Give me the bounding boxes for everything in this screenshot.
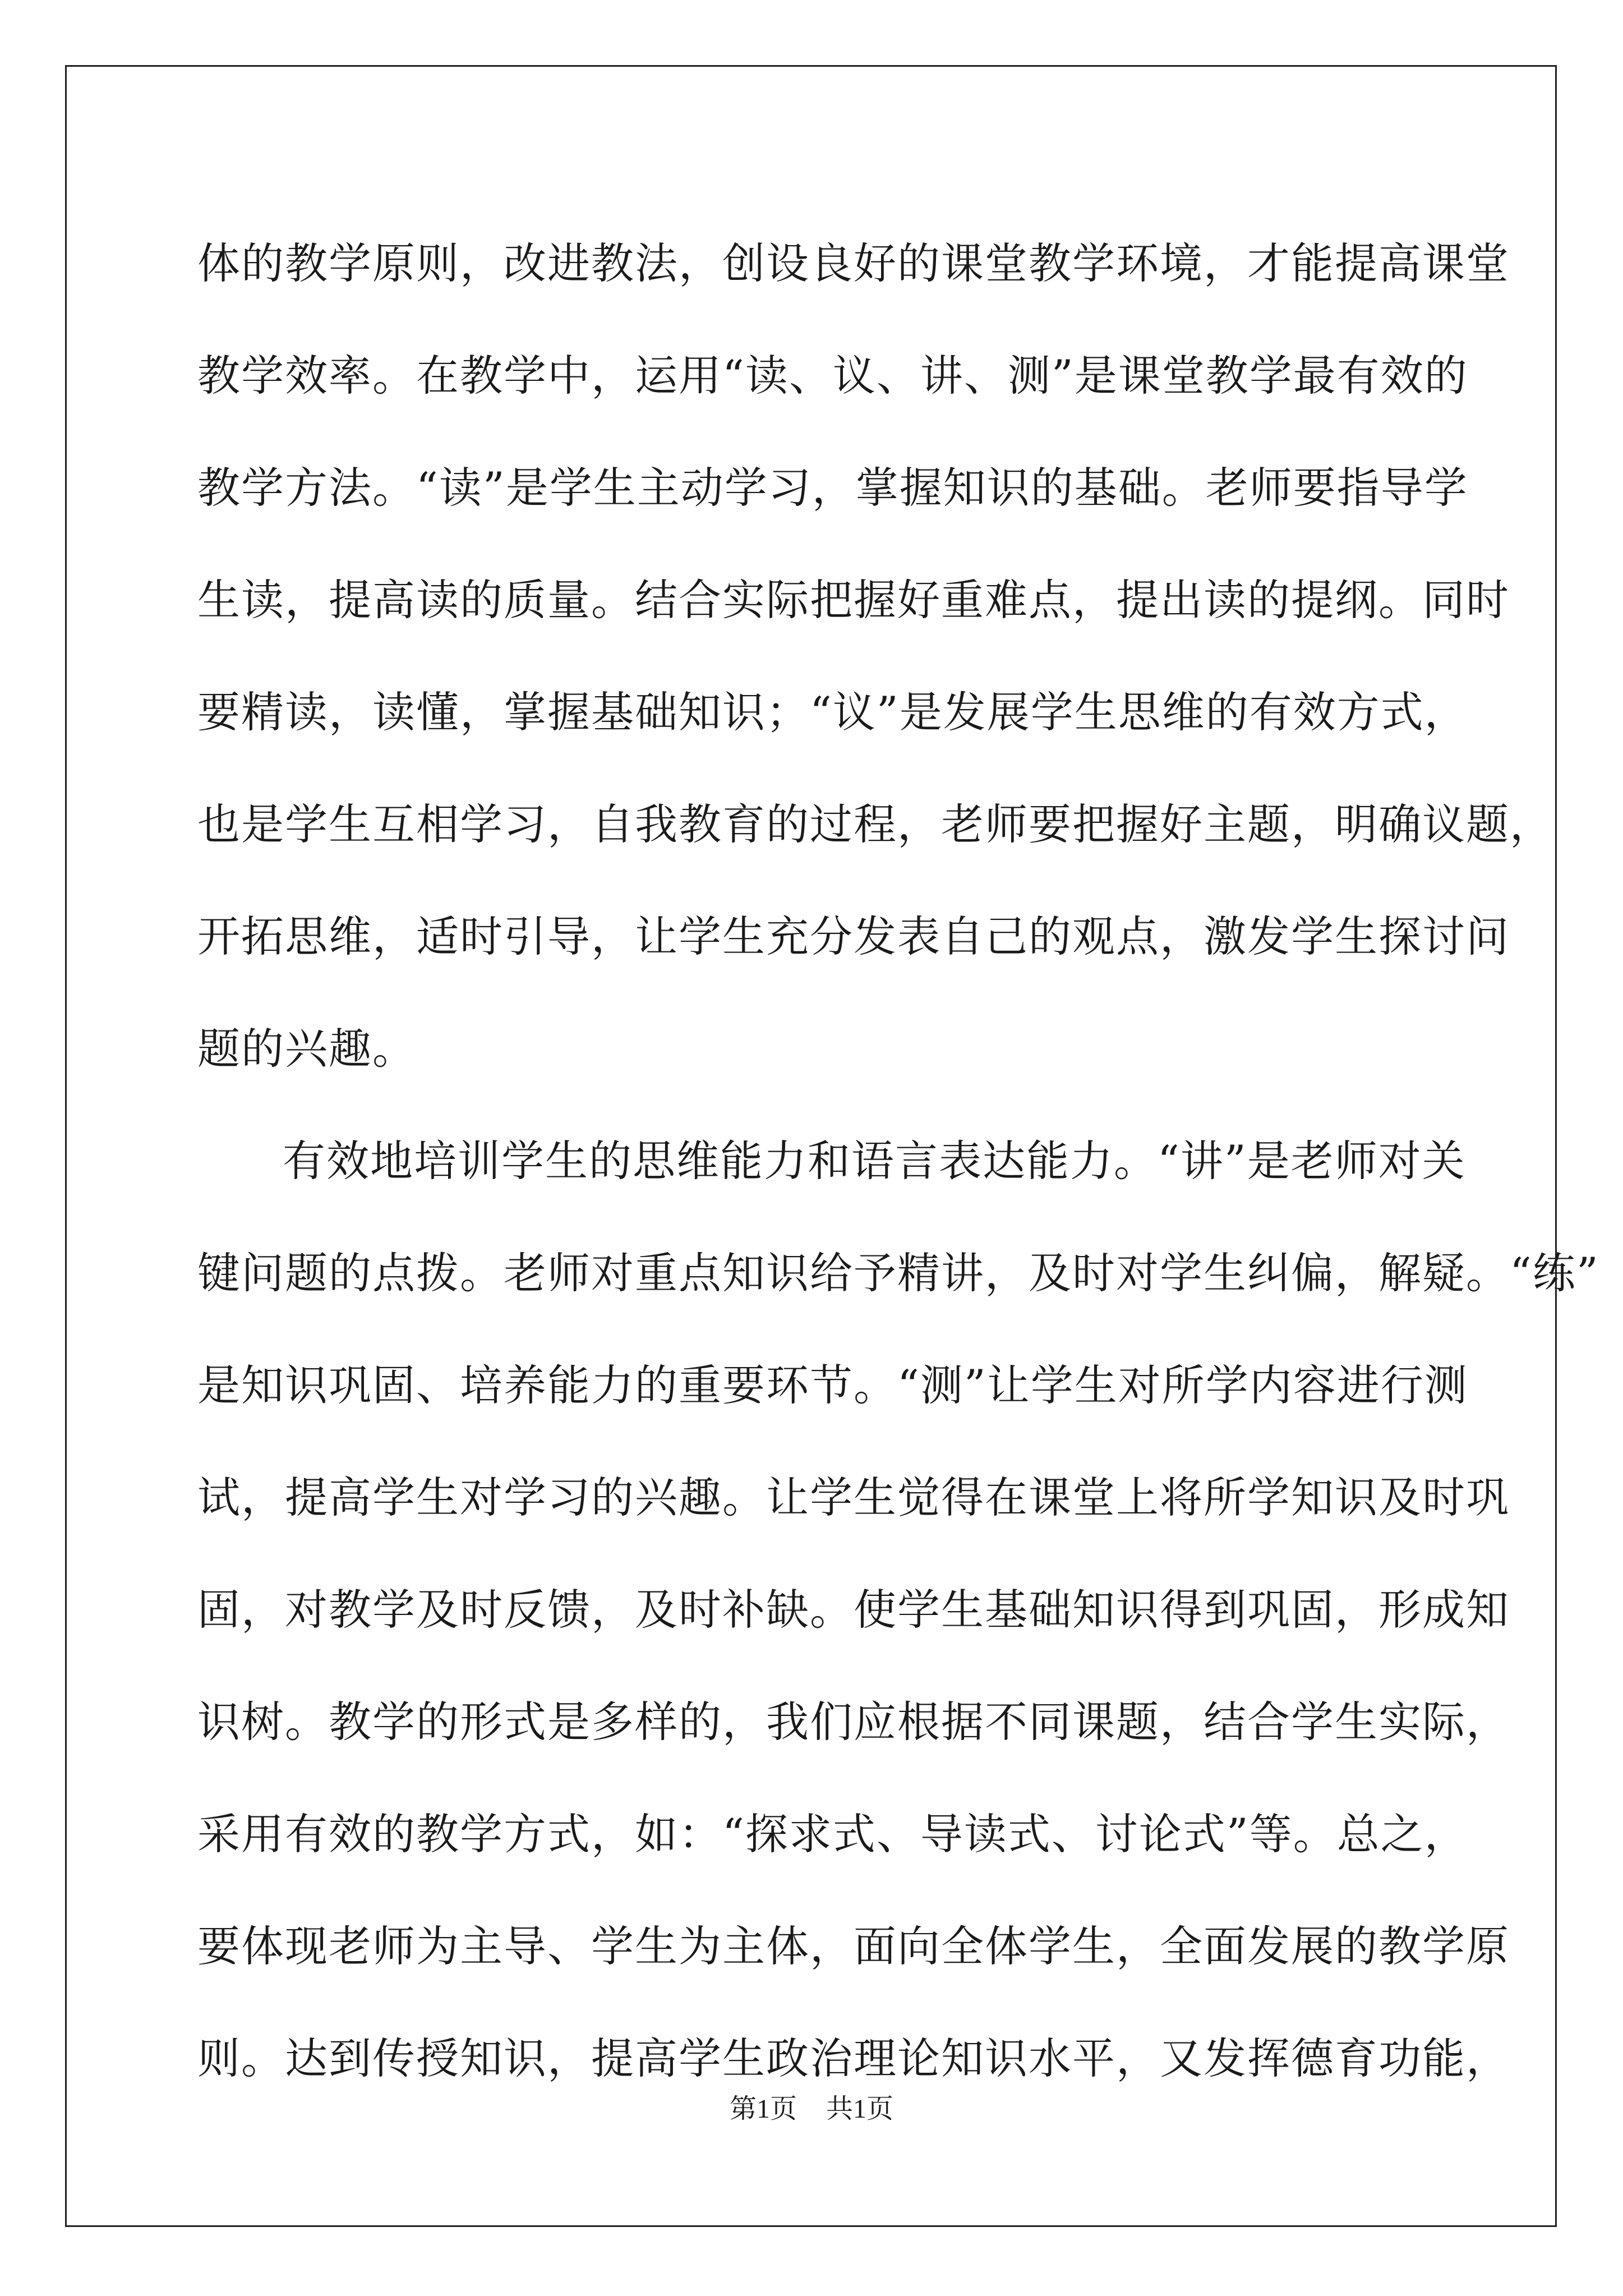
text-line: 题的兴趣。 bbox=[197, 1024, 416, 1074]
text-line: 固，对教学及时反馈，及时补缺。使学生基础知识得到巩固，形成知 bbox=[197, 1585, 1510, 1635]
page-footer bbox=[0, 2087, 1623, 2125]
page-total: 共1页 bbox=[826, 2094, 894, 2124]
text-line: 开拓思维，适时引导，让学生充分发表自己的观点，激发学生探讨问 bbox=[197, 912, 1510, 961]
paragraph-2 bbox=[197, 1105, 1599, 2115]
paragraph-1 bbox=[197, 208, 1553, 1105]
page-number: 第1页 bbox=[729, 2094, 797, 2124]
text-line: 教学方法。“读”是学生主动学习，掌握知识的基础。老师要指导学 bbox=[197, 463, 1468, 513]
text-line: 要体现老师为主导、学生为主体，面向全体学生，全面发展的教学原 bbox=[197, 1921, 1510, 1971]
text-line: 有效地培训学生的思维能力和语言表达能力。“讲”是老师对关 bbox=[283, 1136, 1466, 1186]
text-line: 是知识巩固、培养能力的重要环节。“测”让学生对所学内容进行测 bbox=[197, 1360, 1468, 1410]
text-line: 键问题的点拨。老师对重点知识给予精讲，及时对学生纠偏，解疑。“练” bbox=[197, 1248, 1599, 1298]
text-line: 也是学生互相学习，自我教育的过程，老师要把握好主题，明确议题， bbox=[197, 799, 1553, 849]
text-line: 要精读，读懂，掌握基础知识；“议”是发展学生思维的有效方式， bbox=[197, 687, 1468, 737]
text-line: 采用有效的教学方式，如：“探求式、导读式、讨论式”等。总之， bbox=[197, 1809, 1468, 1859]
text-line: 识树。教学的形式是多样的，我们应根据不同课题，结合学生实际， bbox=[197, 1697, 1510, 1747]
text-line: 生读，提高读的质量。结合实际把握好重难点，提出读的提纲。同时 bbox=[197, 575, 1510, 625]
document-body bbox=[197, 208, 1599, 2115]
text-line: 教学效率。在教学中，运用“读、议、讲、测”是课堂教学最有效的 bbox=[197, 351, 1468, 401]
text-line: 试，提高学生对学习的兴趣。让学生觉得在课堂上将所学知识及时巩 bbox=[197, 1473, 1510, 1522]
text-line: 则。达到传授知识，提高学生政治理论知识水平，又发挥德育功能， bbox=[197, 2033, 1510, 2083]
text-line: 体的教学原则，改进教法，创设良好的课堂教学环境，才能提高课堂 bbox=[197, 238, 1510, 288]
